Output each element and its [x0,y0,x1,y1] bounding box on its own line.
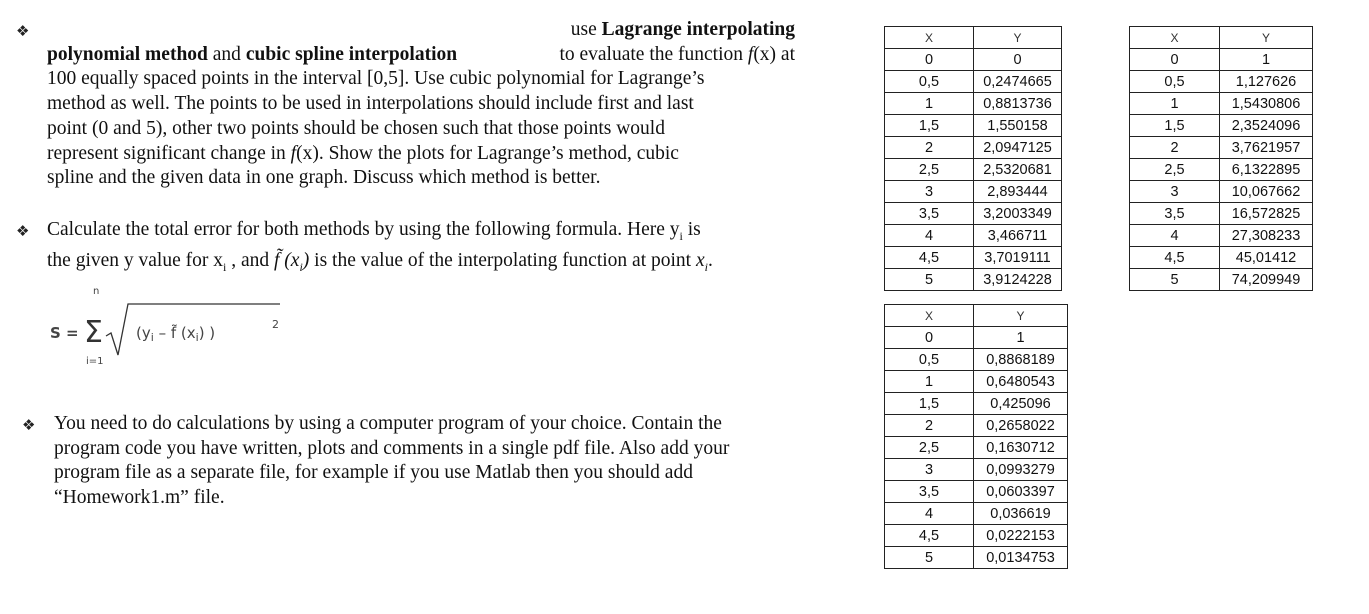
formula-body: (y [136,324,151,342]
table-row [885,371,1068,393]
table-cell-x: 2 [1130,137,1220,159]
paragraph-lagrange-task [47,18,795,191]
table-cell-y: 0,0222153 [974,525,1068,547]
table-header-y: Y [974,305,1068,327]
table-row [1130,115,1313,137]
table-cell-x: 2,5 [1130,159,1220,181]
data-table-3 [884,304,1068,569]
p3-line2: program code you have written, plots and comments in a single pdf file. Also add your [54,437,730,459]
table-row [1130,269,1313,291]
data-table-1 [884,26,1062,291]
p1-line6-post: (x). Show the plots for Lagrange’s method, cubic [296,142,679,164]
table-cell-y: 6,1322895 [1220,159,1313,181]
bullet-icon: ❖ [22,416,36,434]
table-header-x: X [1130,27,1220,49]
table-cell-x: 1,5 [885,115,974,137]
formula-body-end: ) ) [198,324,216,342]
table-cell-x: 0 [1130,49,1220,71]
table-cell-x: 1,5 [1130,115,1220,137]
table-row [885,503,1068,525]
table-cell-x: 2 [885,137,974,159]
table-cell-y: 0,1630712 [974,437,1068,459]
p1-line2-mid: and [207,43,246,65]
table-row [885,459,1068,481]
table-cell-y: 0,0603397 [974,481,1068,503]
p2-line2-end: . [707,249,713,271]
table-cell-y: 3,7621957 [1220,137,1313,159]
table-row [885,137,1062,159]
p3-line1: You need to do calculations by using a computer program of your choice. Contain the [54,413,722,434]
table-cell-y: 74,209949 [1220,269,1313,291]
formula-lower: i=1 [86,356,104,367]
table-cell-x: 3,5 [885,203,974,225]
table-row [1130,137,1313,159]
p2-line2-pre: the given y value for x [47,249,223,271]
table-cell-x: 3,5 [1130,203,1220,225]
table-cell-x: 0 [885,49,974,71]
table-row [885,437,1068,459]
p1-line1-bold: Lagrange interpolating [601,19,795,40]
table-row [1130,159,1313,181]
bullet-icon: ❖ [16,22,30,40]
p1-line2-fn: f [747,43,754,65]
p1-line2-after: (x) at [753,43,795,65]
table-cell-x: 4,5 [885,247,974,269]
table-row [1130,49,1313,71]
table-cell-x: 4,5 [1130,247,1220,269]
table-cell-y: 0,2658022 [974,415,1068,437]
p1-line7: spline and the given data in one graph. Discuss which method is better. [47,167,601,189]
table-cell-y: 16,572825 [1220,203,1313,225]
table-cell-x: 1 [1130,93,1220,115]
p2-line2-x: x [695,249,705,271]
table-cell-x: 1 [885,371,974,393]
table-cell-y: 0,425096 [974,393,1068,415]
error-formula [48,278,308,373]
table-cell-y: 0,6480543 [974,371,1068,393]
table-cell-y: 10,067662 [1220,181,1313,203]
p2-line2-fnsub: i [299,259,303,274]
table-row [885,415,1068,437]
table-cell-x: 4 [1130,225,1220,247]
p2-line2-fn: f̃ (x [274,249,300,271]
table-cell-y: 0,036619 [974,503,1068,525]
table-header-x: X [885,27,974,49]
table-cell-y: 1,127626 [1220,71,1313,93]
formula-sigma: Σ [84,315,103,350]
table-cell-y: 0,8868189 [974,349,1068,371]
p2-line1-end: is [682,219,701,240]
p2-line1-sub: i [679,228,683,243]
table-row [1130,203,1313,225]
table-cell-y: 2,0947125 [974,137,1062,159]
table-cell-y: 3,7019111 [974,247,1062,269]
table-cell-y: 3,2003349 [974,203,1062,225]
table-cell-y: 1,5430806 [1220,93,1313,115]
p2-line2-fnend: ) [302,249,310,271]
table-cell-x: 3,5 [885,481,974,503]
table-cell-x: 3 [885,459,974,481]
table-cell-x: 1,5 [885,393,974,415]
table-row [1130,93,1313,115]
table-cell-y: 2,5320681 [974,159,1062,181]
table-row [885,269,1062,291]
table-cell-y: 0,8813736 [974,93,1062,115]
table-cell-y: 1,550158 [974,115,1062,137]
table-cell-x: 5 [1130,269,1220,291]
formula-body-sub2: i [195,331,199,344]
table-cell-x: 0,5 [1130,71,1220,93]
p2-line2-sub: i [223,259,227,274]
p1-line2-bold1: polynomial method [47,43,208,65]
table-row [885,547,1068,569]
p1-line3: 100 equally spaced points in the interval [0,5]. Use cubic polynomial for Lagrange’s [47,68,705,90]
table-row [885,93,1062,115]
table-row [1130,247,1313,269]
bullet-icon: ❖ [16,222,30,240]
p2-line1: Calculate the total error for both methods by using the following formula. Here y [47,219,680,240]
table-cell-y: 0 [974,49,1062,71]
table-row [885,481,1068,503]
table-cell-y: 0,0993279 [974,459,1068,481]
table-row [1130,71,1313,93]
table-cell-x: 4,5 [885,525,974,547]
data-table-2 [1129,26,1313,291]
p2-line2-xsub: i [704,259,708,274]
table-cell-x: 3 [1130,181,1220,203]
table-row [885,225,1062,247]
table-cell-y: 0,0134753 [974,547,1068,569]
table-cell-y: 1 [1220,49,1313,71]
table-cell-y: 45,01412 [1220,247,1313,269]
table-row [885,71,1062,93]
table-cell-x: 2 [885,415,974,437]
table-row [885,115,1062,137]
table-row [885,349,1068,371]
table-cell-y: 27,308233 [1220,225,1313,247]
p1-line4: method as well. The points to be used in interpolations should include first and last [47,93,694,115]
formula-body-sub: i [150,331,154,344]
table-row [885,203,1062,225]
table-row [1130,225,1313,247]
table-row [885,159,1062,181]
table-cell-x: 4 [885,225,974,247]
table-cell-y: 3,466711 [974,225,1062,247]
table-cell-x: 2,5 [885,159,974,181]
table-header-x: X [885,305,974,327]
table-cell-y: 2,3524096 [1220,115,1313,137]
p1-line6-pre: represent significant change in [47,142,291,164]
table-cell-x: 2,5 [885,437,974,459]
table-cell-x: 0 [885,327,974,349]
table-cell-x: 0,5 [885,349,974,371]
table-cell-y: 3,9124228 [974,269,1062,291]
formula-upper: n [93,286,100,297]
paragraph-submission [54,412,802,511]
p1-line6-fn: f [290,142,297,164]
p1-line2-bold2: cubic spline interpolation [245,43,458,65]
table-row [885,181,1062,203]
table-cell-y: 1 [974,327,1068,349]
p3-line4: “Homework1.m” file. [54,487,225,509]
formula-lhs: S = [50,324,79,342]
table-header-y: Y [974,27,1062,49]
p1-line2-rest: to evaluate the function [559,43,748,65]
table-cell-x: 1 [885,93,974,115]
table-row [885,49,1062,71]
p1-line5: point (0 and 5), other two points should be chosen such that those points would [47,117,665,139]
table-row [885,393,1068,415]
table-cell-x: 0,5 [885,71,974,93]
p2-line2-mid: , and [226,249,274,271]
table-row [885,327,1068,349]
table-cell-y: 0,2474665 [974,71,1062,93]
table-cell-x: 5 [885,547,974,569]
formula-body-mid: – f̃ (x [153,324,196,342]
paragraph-error-formula [47,218,795,279]
table-cell-x: 5 [885,269,974,291]
svg-text:(yi – f̃ (xi) ) [136,323,215,344]
table-cell-x: 3 [885,181,974,203]
formula-power: 2 [272,318,279,331]
table-row [1130,181,1313,203]
p3-line3: program file as a separate file, for example if you use Matlab then you should add [54,462,693,484]
table-row [885,525,1068,547]
table-header-y: Y [1220,27,1313,49]
table-cell-x: 4 [885,503,974,525]
p1-line1-text: use [570,19,602,40]
table-cell-y: 2,893444 [974,181,1062,203]
table-row [885,247,1062,269]
p2-line2-post: is the value of the interpolating function at point [309,249,696,271]
